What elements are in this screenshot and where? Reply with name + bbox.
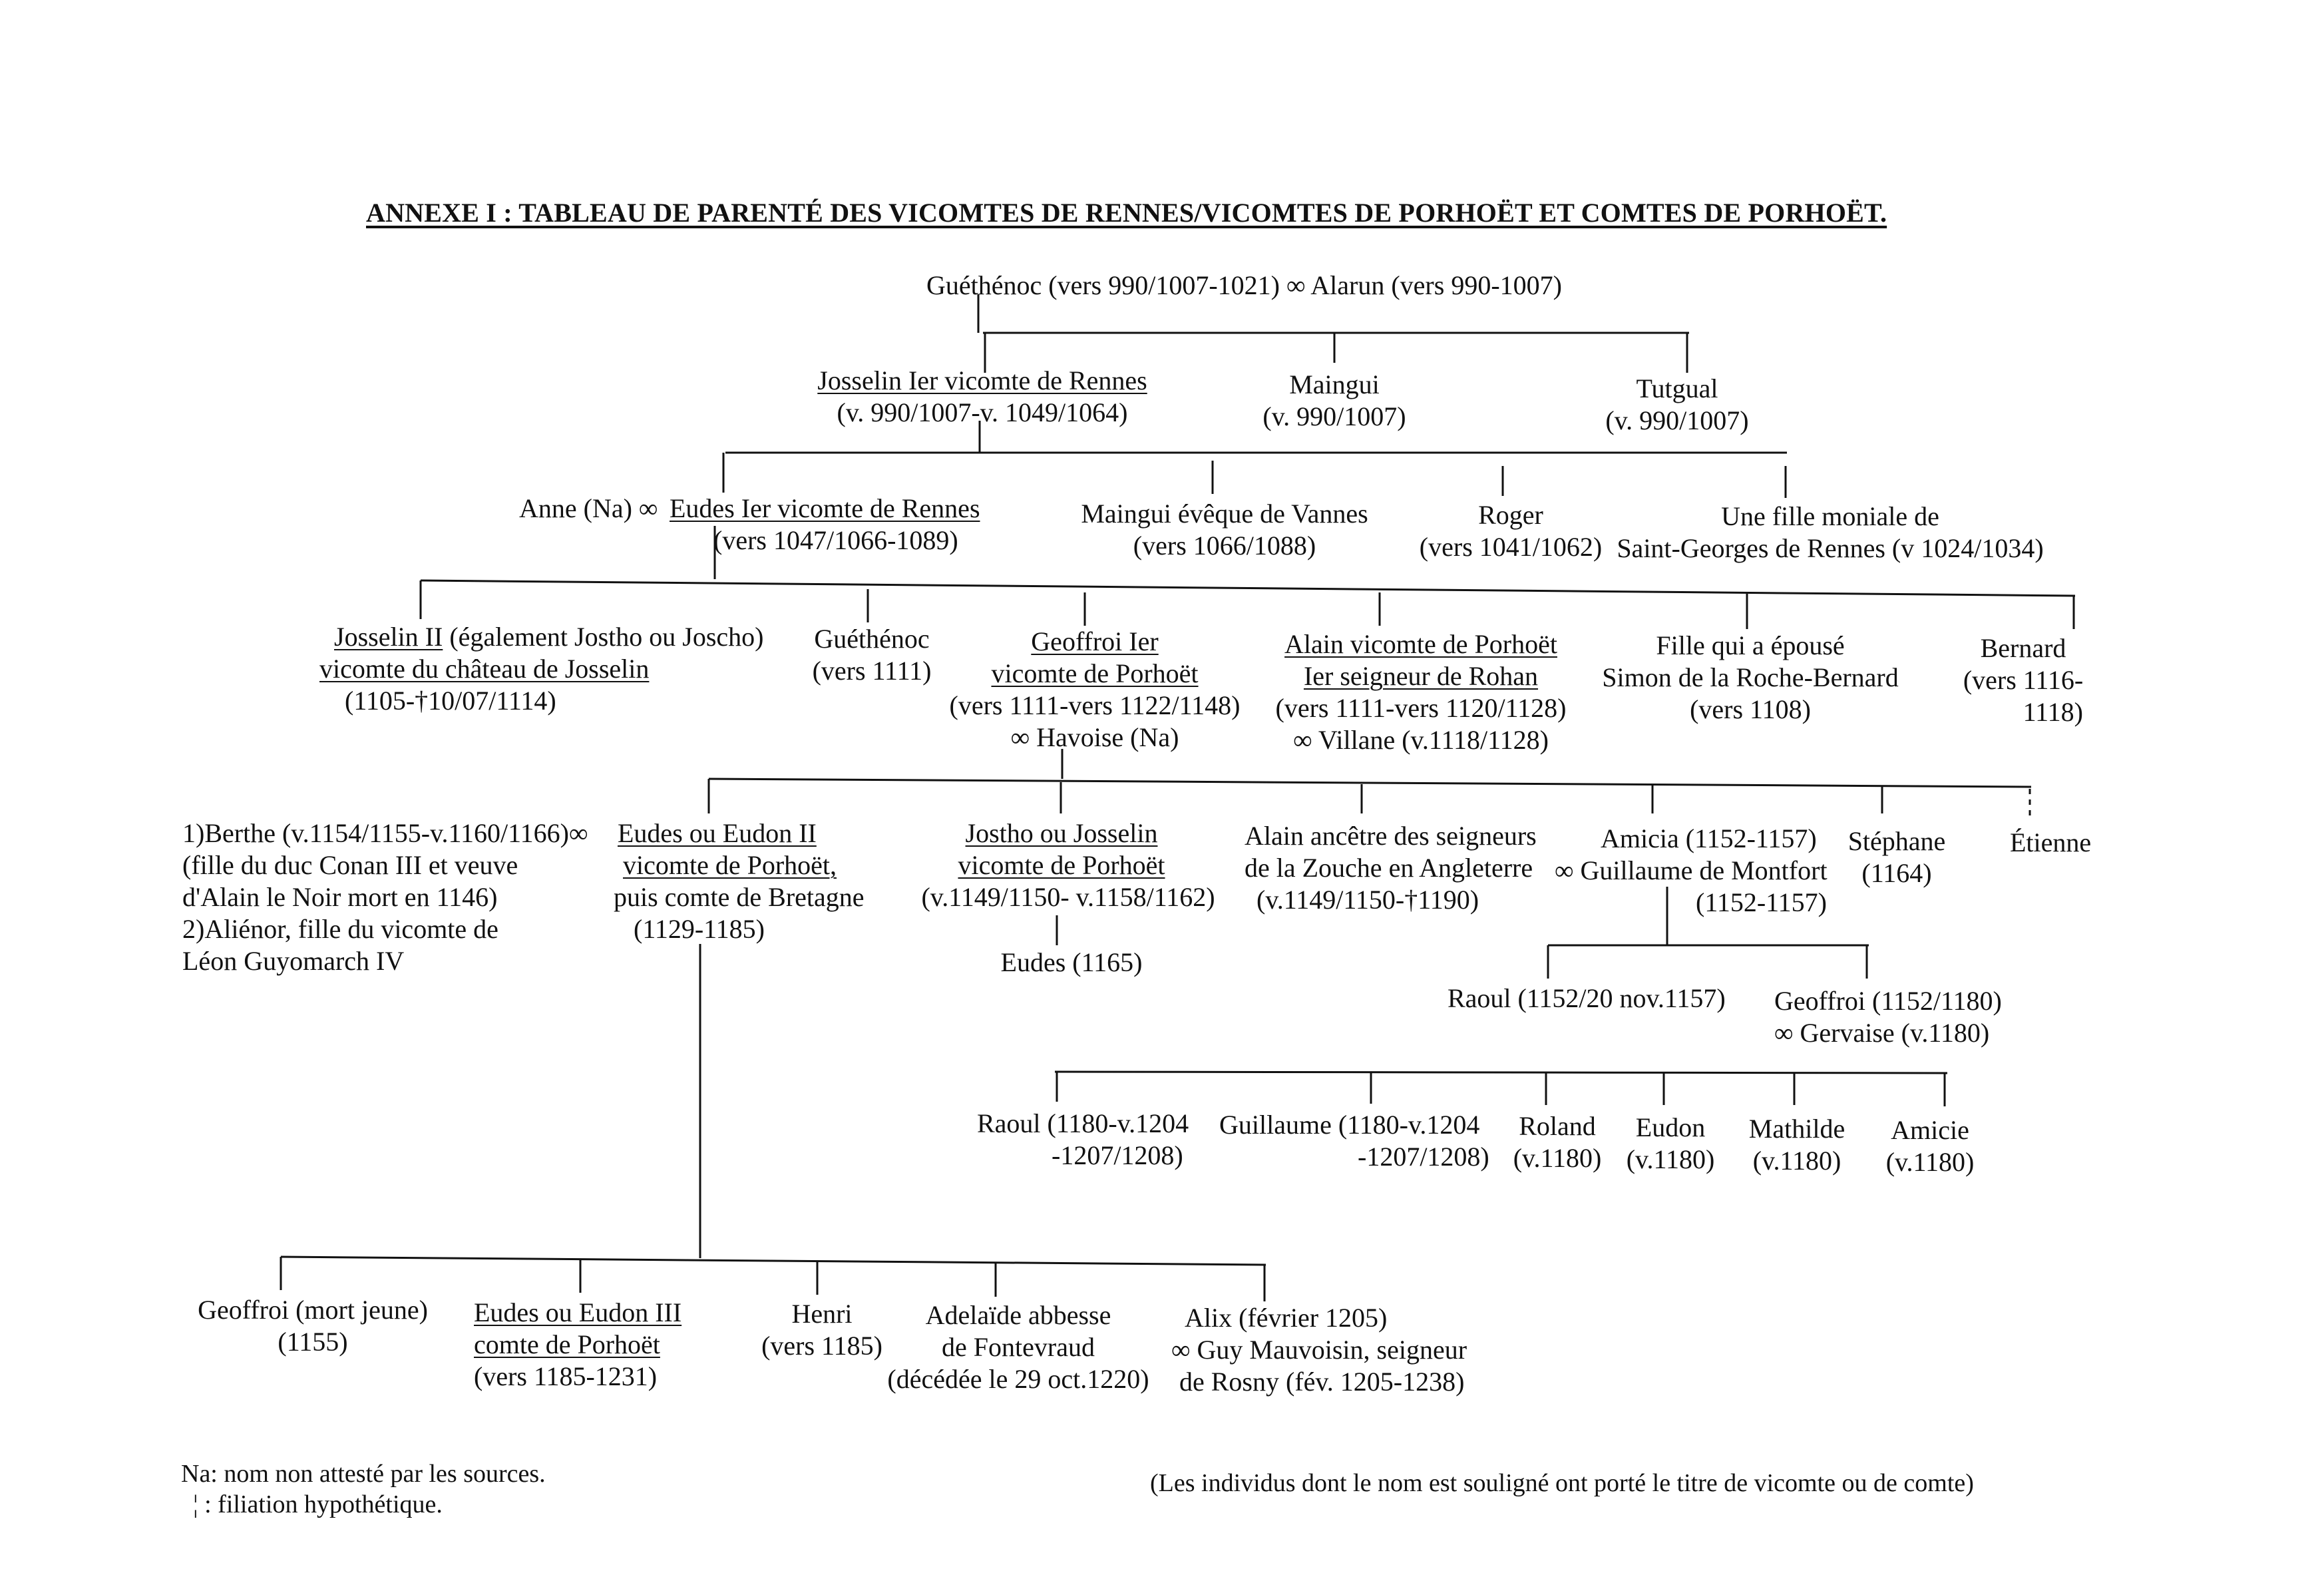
person-dates: (vers 1111-vers 1122/1148) [949,690,1241,720]
legend-note: (Les individus dont le nom est souligné ont porté le titre de vicomte ou de comte) [1150,1469,1974,1497]
person-name: Alix (février 1205) [1185,1303,1388,1333]
person-dates: (v. 990/1007) [1605,405,1749,435]
person-dates: (vers 1111) [812,656,932,686]
person-title: vicomte de Porhoët [958,850,1165,880]
person-dates: -1207/1208) [1052,1140,1183,1170]
person-name: Fille qui a épousé [1656,630,1845,660]
person-name: Stéphane [1847,826,1946,856]
person-spouse: ∞ Guy Mauvoisin, seigneur [1171,1335,1467,1365]
person-name: Jostho ou Josselin [965,818,1158,848]
person-title: de Fontevraud [942,1332,1095,1362]
person-name: Alain ancêtre des seigneurs [1245,821,1537,851]
person-name: Alain vicomte de Porhoët [1284,629,1557,659]
person-dates: (vers 1116- [1963,665,2084,695]
person-title: comte de Porhoët [474,1329,660,1359]
person-dates: (vers 1041/1062) [1419,532,1603,562]
person-name: Mathilde [1748,1114,1845,1144]
wife-berthe-note: (fille du duc Conan III et veuve [182,850,518,880]
person-name: Adelaïde abbesse [925,1300,1111,1330]
person-name: Amicie [1891,1115,1969,1145]
person-dates: Saint-Georges de Rennes (v 1024/1034) [1617,533,2044,563]
person-title: vicomte de Porhoët [991,658,1199,688]
person-spouse: Simon de la Roche-Bernard [1602,662,1899,692]
wife-alienor-note: Léon Guyomarch IV [182,946,405,976]
person-dates: (v.1149/1150- v.1158/1162) [921,882,1215,912]
person-dates: (vers 1066/1088) [1133,531,1316,561]
person-title: de la Zouche en Angleterre [1245,853,1533,883]
person-dates: (vers 1185) [761,1331,882,1361]
chart-title: ANNEXE I : TABLEAU DE PARENTÉ DES VICOMTES DE RENNES/VICOMTES DE PORHOËT ET COMTES DE PORHOËT. [366,198,1887,228]
person-dates: (1105-†10/07/1114) [345,686,556,716]
person-spouse: ∞ Villane (v.1118/1128) [1293,725,1549,755]
person-dates: (1152-1157) [1696,887,1827,917]
spouse-anne: Anne (Na) ∞ [519,493,658,523]
person-spouse: ∞ Guillaume de Montfort [1555,855,1828,885]
person-name: Roland [1519,1111,1596,1141]
person-dates: (1129-1185) [634,914,765,944]
person-dates: (v.1180) [1752,1146,1841,1176]
person-name: Guéthénoc [814,624,930,654]
person-name: Bernard [1980,633,2066,663]
person-title: vicomte de Porhoët, [623,850,837,880]
connector [281,1257,1266,1265]
person-name: Tutgual [1636,373,1718,403]
person-name: Josselin II [334,622,443,652]
person-dates: (v.1149/1150-†1190) [1257,885,1479,915]
person-dates: (v. 990/1007-v. 1049/1064) [837,397,1128,427]
person-raoul-1152: Raoul (1152/20 nov.1157) [1448,983,1726,1013]
person-dates: (vers 1047/1066-1089) [713,525,958,555]
person-name: Roger [1478,500,1543,530]
wife-alienor: 2)Aliénor, fille du vicomte de [182,914,498,944]
person-name: Raoul (1180-v.1204 [977,1108,1189,1138]
wife-berthe-note: d'Alain le Noir mort en 1146) [182,882,498,912]
person-dates: (décédée le 29 oct.1220) [887,1364,1149,1394]
person-dates: (v.1180) [1626,1144,1715,1174]
person-title: puis comte de Bretagne [614,882,865,912]
person-name: Geoffroi Ier [1031,626,1159,656]
person-name: Guillaume (1180-v.1204 [1219,1110,1480,1140]
person-name: Eudes ou Eudon II [618,818,817,848]
wife-berthe: 1)Berthe (v.1154/1155-v.1160/1166)∞ [182,818,588,848]
person-dates: (v.1180) [1513,1143,1602,1173]
person-name: Geoffroi (1152/1180) [1774,986,2002,1016]
founding-couple: Guéthénoc (vers 990/1007-1021) ∞ Alarun (vers 990-1007) [926,270,1562,300]
person-name: Eudes ou Eudon III [474,1297,682,1327]
person-name: Josselin Ier vicomte de Rennes [817,365,1147,395]
person-spouse: ∞ Havoise (Na) [1010,722,1179,752]
person-name: Eudes Ier vicomte de Rennes [670,493,980,523]
person-dates-cont: 1118) [2023,697,2083,727]
person-title: vicomte du château de Josselin [319,654,650,684]
connector [709,779,2031,787]
person-name: Maingui évêque de Vannes [1081,499,1368,529]
legend-filiation: ¦ : filiation hypothétique. [193,1490,443,1518]
person-dates: (v. 990/1007) [1262,401,1406,431]
person-dates: (vers 1111-vers 1120/1128) [1275,693,1567,723]
person-name: Henri [791,1299,853,1329]
person-title: Ier seigneur de Rohan [1303,661,1539,691]
person-name: Geoffroi (mort jeune) [198,1295,428,1325]
person-dates: (vers 1185-1231) [474,1361,658,1391]
person-name: Une fille moniale de [1721,501,1939,531]
person-name: Maingui [1289,369,1380,399]
person-dates: (1164) [1861,858,1932,888]
person-name: Amicia (1152-1157) [1601,823,1817,853]
person-dates: (1155) [278,1327,348,1357]
person-etienne: Étienne [2010,827,2092,857]
person-dates: (vers 1108) [1690,694,1811,724]
person-dates: (v.1180) [1885,1147,1975,1177]
connector [1055,1072,1947,1073]
person-spouse-dates: de Rosny (fév. 1205-1238) [1179,1367,1465,1397]
connector [421,580,2075,596]
legend-na: Na: nom non attesté par les sources. [181,1460,546,1488]
person-dates: -1207/1208) [1358,1142,1489,1172]
person-name: Eudon [1635,1112,1706,1142]
person-aliases: (également Jostho ou Joscho) [443,622,764,652]
person-spouse: ∞ Gervaise (v.1180) [1774,1018,1990,1048]
child-eudes-1165: Eudes (1165) [1000,947,1143,977]
